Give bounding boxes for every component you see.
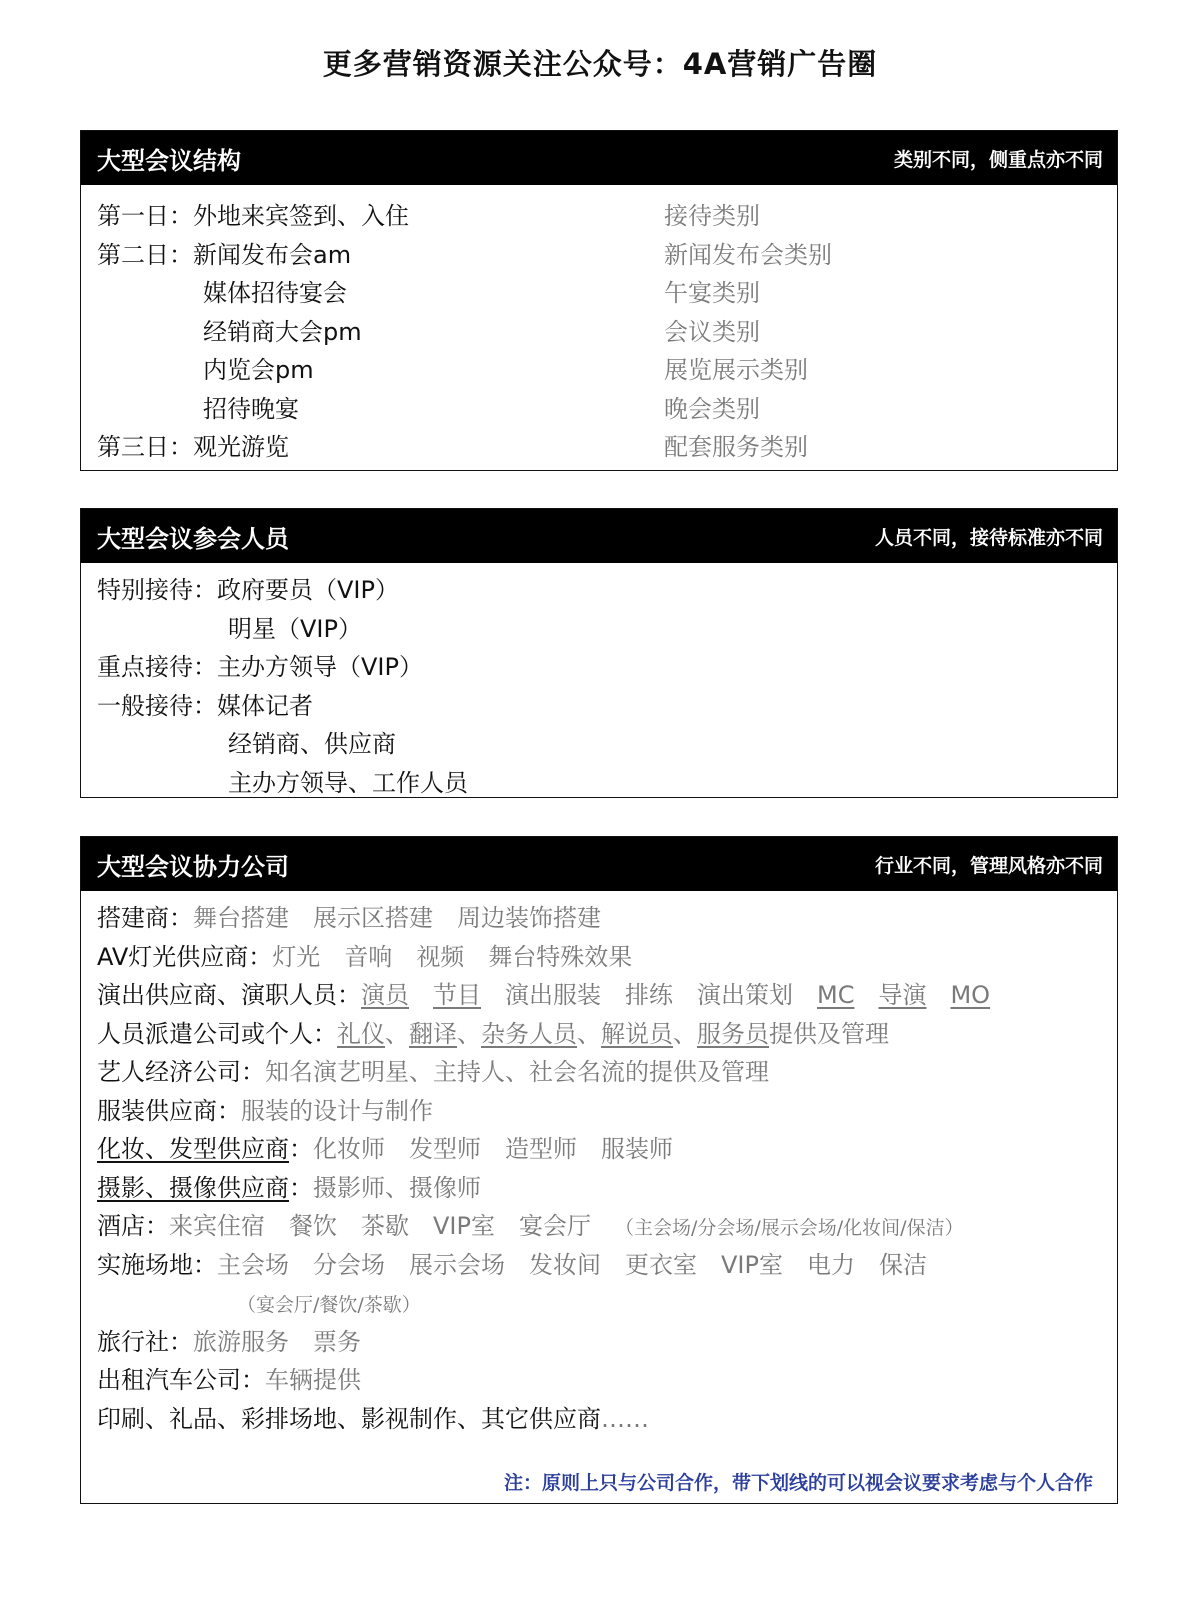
partner-item: 舞台搭建 (193, 904, 289, 932)
partner-item: VIP室 (721, 1250, 783, 1279)
schedule-item: 经销商大会pm (203, 317, 362, 346)
attendee-item: 明星（VIP） (228, 614, 362, 643)
partners-panel (80, 836, 1118, 1504)
partner-label: 出租汽车公司： (97, 1366, 265, 1394)
partner-item: 解说员 (601, 1019, 673, 1048)
attendees-note: 人员不同，接待标准亦不同 (874, 526, 1103, 549)
partner-label: 旅行社： (97, 1327, 193, 1356)
day-label: 第三日： (97, 433, 193, 461)
partner-item: 杂务人员 (481, 1019, 577, 1048)
partner-row-travel (97, 1323, 1101, 1362)
partner-item: 餐饮 (289, 1212, 337, 1240)
partners-header (81, 837, 1117, 891)
partner-label: 艺人经济公司： (97, 1058, 265, 1086)
partner-label: 印刷、礼品、彩排场地、影视制作、其它供应商 (97, 1404, 601, 1433)
category-label: 接待类别 (664, 202, 760, 230)
partner-item: 电力 (806, 1250, 855, 1279)
partner-label: 服装供应商： (97, 1096, 241, 1125)
attendee-row (97, 725, 1101, 764)
structure-rows (81, 185, 1117, 467)
attendee-item: 主办方领导（VIP） (217, 653, 423, 681)
partner-row-costume (97, 1092, 1101, 1131)
schedule-row (97, 197, 1101, 236)
partner-item: 周边装饰搭建 (457, 904, 601, 932)
schedule-row (97, 351, 1101, 390)
partner-item: 展示会场 (409, 1250, 505, 1279)
category-label: 配套服务类别 (664, 433, 808, 461)
partner-item: 宴会厅 (518, 1212, 591, 1240)
partner-item: VIP室 (433, 1212, 495, 1240)
partner-item: 服务员 (697, 1019, 769, 1048)
partner-label: 摄影、摄像供应商 (97, 1173, 289, 1202)
attendee-row (97, 648, 1101, 687)
partner-row-artists (97, 1053, 1101, 1092)
partner-suffix: 提供及管理 (769, 1019, 889, 1048)
partner-item: MC (817, 981, 855, 1009)
structure-note: 类别不同，侧重点亦不同 (893, 148, 1103, 171)
partner-item: 演员 (361, 981, 409, 1009)
schedule-row (97, 274, 1101, 313)
structure-header (81, 131, 1117, 185)
partner-row-venue (97, 1246, 1101, 1285)
schedule-row (97, 428, 1101, 467)
reception-label: 特别接待： (97, 576, 217, 604)
hotel-note: （主会场/分会场/展示会场/化妆间/保洁） (614, 1217, 964, 1239)
partner-label: 搭建商： (97, 904, 193, 932)
attendee-item: 政府要员（VIP） (217, 576, 399, 604)
partner-row-venue-note (97, 1284, 1101, 1323)
partner-item: 茶歇 (361, 1212, 409, 1240)
partner-item: 展示区搭建 (313, 904, 433, 932)
partner-row-performance (97, 976, 1101, 1015)
day-label: 第一日： (97, 202, 193, 230)
partners-rows (81, 891, 1117, 1438)
partner-label: 演出供应商、演职人员： (97, 981, 361, 1009)
category-label: 新闻发布会类别 (664, 240, 832, 269)
partner-item: 更衣室 (625, 1250, 697, 1279)
schedule-item: 新闻发布会am (193, 240, 352, 269)
footnote: 注：原则上只与公司合作，带下划线的可以视会议要求考虑与个人合作 (503, 1472, 1093, 1494)
schedule-row (97, 390, 1101, 429)
partner-item: 演出策划 (697, 981, 793, 1009)
partner-item: 旅游服务 (193, 1327, 289, 1356)
reception-label: 重点接待： (97, 653, 217, 681)
attendee-item: 媒体记者 (217, 691, 313, 720)
structure-panel (80, 130, 1118, 471)
partner-item: 舞台特殊效果 (488, 942, 633, 971)
partner-item: 视频 (416, 942, 465, 971)
partner-item: 票务 (313, 1327, 361, 1356)
partner-item: 音响 (344, 942, 393, 971)
schedule-item: 外地来宾签到、入住 (193, 202, 409, 230)
partner-row-staffing: 人员派遣公司或个人：礼仪、翻译、杂务人员、解说员、服务员提供及管理 (97, 1019, 889, 1048)
partner-label: 化妆、发型供应商 (97, 1135, 289, 1163)
partner-row-others (97, 1400, 1101, 1439)
category-label: 会议类别 (664, 317, 760, 346)
partners-title: 大型会议协力公司 (97, 852, 289, 881)
schedule-row (97, 236, 1101, 275)
schedule-item: 观光游览 (193, 433, 289, 461)
attendee-row (97, 610, 1101, 649)
partner-item: 演出服装 (505, 981, 601, 1009)
ellipsis: …… (601, 1404, 649, 1433)
attendees-rows (81, 563, 1117, 802)
schedule-item: 招待晚宴 (203, 394, 299, 423)
partner-item: 来宾住宿 (169, 1212, 265, 1240)
partner-label: 人员派遣公司或个人： (97, 1019, 337, 1048)
attendees-title: 大型会议参会人员 (97, 524, 289, 553)
attendee-row (97, 764, 1101, 803)
schedule-item: 媒体招待宴会 (203, 279, 347, 307)
attendees-panel (80, 508, 1118, 798)
partner-item: 导演 (878, 981, 927, 1009)
partner-row-photo: 摄影、摄像供应商：摄影师、摄像师 (97, 1173, 481, 1202)
partner-item: 发妆间 (529, 1250, 601, 1279)
schedule-item: 内览会pm (203, 356, 314, 384)
partner-row-av (97, 938, 1101, 977)
attendee-item: 主办方领导、工作人员 (228, 768, 468, 797)
attendee-item: 经销商、供应商 (228, 730, 396, 758)
page-title: 更多营销资源关注公众号：4A营销广告圈 (322, 47, 878, 81)
day-label: 第二日： (97, 240, 193, 269)
partner-item: 节目 (433, 981, 481, 1009)
partner-row-rental (97, 1361, 1101, 1400)
partner-item: 摄影师、摄像师 (313, 1173, 481, 1202)
partner-item: 造型师 (505, 1135, 577, 1163)
partner-item: 知名演艺明星、主持人、社会名流的提供及管理 (265, 1058, 769, 1086)
partner-row-hotel (97, 1207, 1101, 1246)
partner-item: 排练 (625, 981, 673, 1009)
category-label: 晚会类别 (664, 394, 760, 423)
partner-item: MO (950, 981, 991, 1009)
partner-label: 酒店： (97, 1212, 169, 1240)
partner-row-makeup: 化妆、发型供应商：化妆师 发型师 造型师 服装师 (97, 1135, 673, 1163)
partner-label: AV灯光供应商： (97, 942, 273, 971)
partner-item: 灯光 (272, 942, 321, 971)
partner-label: 实施场地： (97, 1250, 217, 1279)
attendees-header (81, 509, 1117, 563)
schedule-row (97, 313, 1101, 352)
attendee-row (97, 687, 1101, 726)
category-label: 展览展示类别 (664, 356, 808, 384)
structure-title: 大型会议结构 (97, 146, 241, 175)
reception-label: 一般接待： (97, 691, 217, 720)
partner-item: 服装师 (601, 1135, 673, 1163)
partner-item: 发型师 (409, 1135, 481, 1163)
attendee-row (97, 571, 1101, 610)
partners-note: 行业不同，管理风格亦不同 (874, 854, 1103, 877)
partner-row-builders (97, 899, 1101, 938)
partner-item: 分会场 (313, 1250, 385, 1279)
partner-item: 翻译 (409, 1019, 457, 1048)
partner-item: 保洁 (878, 1250, 927, 1279)
partner-item: 车辆提供 (265, 1366, 361, 1394)
partner-item: 礼仪 (337, 1019, 385, 1048)
venue-note: （宴会厅/餐饮/茶歇） (237, 1294, 421, 1316)
partner-item: 主会场 (217, 1250, 289, 1279)
partner-item: 化妆师 (313, 1135, 385, 1163)
partner-item: 服装的设计与制作 (241, 1096, 433, 1125)
category-label: 午宴类别 (664, 279, 760, 307)
